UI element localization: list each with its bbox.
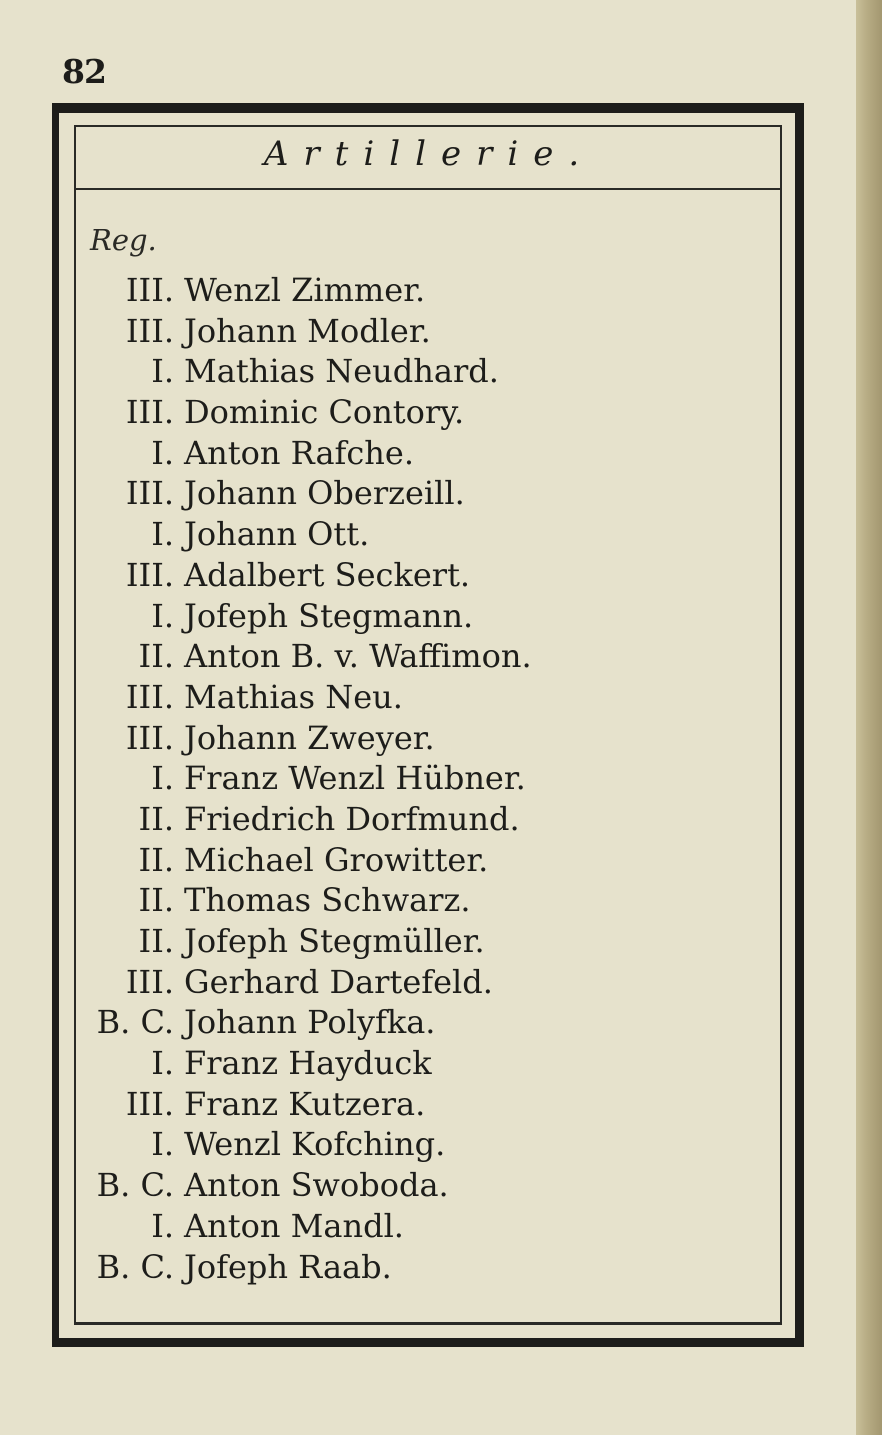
regiment-code: II. [138, 881, 174, 920]
roster-row [0, 921, 858, 962]
regiment-code: II. [138, 799, 174, 838]
person-name: Adalbert Seckert. [184, 555, 471, 594]
person-name: Mathias Neudhard. [184, 352, 499, 391]
person-name: Anton B. v. Waffimon. [184, 637, 532, 676]
person-name: Johann Zweyer. [184, 718, 435, 757]
regiment-code: III. [125, 718, 174, 757]
book-spine [856, 0, 882, 1435]
person-name: Jofeph Stegmann. [184, 596, 474, 635]
roster-row [0, 392, 858, 433]
person-name: Johann Polyfka. [184, 1003, 436, 1042]
regiment-code: I. [151, 759, 174, 798]
bottom-divider [74, 1322, 782, 1324]
person-name: Wenzl Kofching. [184, 1125, 446, 1164]
roster-row [0, 677, 858, 718]
roster-list [0, 270, 858, 1287]
regiment-code: III. [125, 677, 174, 716]
person-name: Jofeph Stegmüller. [184, 922, 485, 960]
roster-row [0, 596, 858, 637]
roster-row [0, 880, 858, 921]
roster-row [0, 636, 858, 677]
section-title: Artillerie. [263, 134, 595, 174]
person-name: Anton Rafche. [184, 433, 415, 472]
regiment-code: I. [151, 1125, 174, 1164]
roster-row [0, 1043, 858, 1084]
roster-row [0, 311, 858, 352]
roster-row [0, 473, 858, 514]
person-name: Michael Growitter. [184, 840, 489, 879]
roster-row [0, 555, 858, 596]
regiment-code: III. [125, 393, 174, 432]
roster-row [0, 1084, 858, 1125]
person-name: Franz Kutzera. [184, 1084, 426, 1123]
roster-row [0, 514, 858, 555]
person-name: Jofeph Raab. [184, 1247, 392, 1286]
roster-row [0, 433, 858, 474]
roster-row [0, 1002, 858, 1043]
regiment-code: III. [125, 474, 174, 513]
person-name: Franz Wenzl Hübner. [184, 759, 526, 798]
regiment-code: III. [125, 1084, 174, 1123]
person-name: Anton Swoboda. [184, 1166, 449, 1205]
regiment-code: I. [151, 1044, 174, 1083]
regiment-code: I. [151, 1206, 174, 1245]
regiment-code: B. C. [96, 1166, 174, 1205]
regiment-code: B. C. [96, 1247, 174, 1286]
regiment-code: I. [151, 352, 174, 391]
roster-row [0, 1247, 858, 1288]
roster-row [0, 840, 858, 881]
regiment-code: I. [151, 433, 174, 472]
regiment-code: I. [151, 596, 174, 635]
regiment-code: II. [138, 922, 174, 960]
person-name: Dominic Contory. [184, 393, 465, 432]
person-name: Johann Ott. [184, 515, 370, 554]
regiment-code: III. [125, 555, 174, 594]
roster-row [0, 1206, 858, 1247]
person-name: Friedrich Dorfmund. [184, 799, 520, 838]
roster-row [0, 962, 858, 1003]
regiment-code: II. [138, 637, 174, 676]
roster-row [0, 270, 858, 311]
roster-row [0, 1124, 858, 1165]
regiment-column-label: Reg. [90, 223, 157, 257]
roster-row [0, 799, 858, 840]
regiment-code: III. [125, 271, 174, 309]
person-name: Wenzl Zimmer. [184, 271, 426, 309]
regiment-code: III. [125, 311, 174, 350]
person-name: Johann Modler. [184, 311, 431, 350]
roster-row [0, 351, 858, 392]
regiment-code: III. [125, 962, 174, 1001]
person-name: Mathias Neu. [184, 677, 403, 716]
roster-row [0, 1165, 858, 1206]
person-name: Franz Hayduck [184, 1044, 432, 1083]
person-name: Thomas Schwarz. [184, 881, 471, 920]
roster-row [0, 718, 858, 759]
regiment-code: B. C. [96, 1003, 174, 1042]
person-name: Gerhard Dartefeld. [184, 962, 493, 1001]
regiment-code: II. [138, 840, 174, 879]
page-number: 82 [62, 52, 106, 91]
title-divider [74, 188, 782, 190]
roster-row [0, 758, 858, 799]
person-name: Anton Mandl. [184, 1206, 404, 1245]
person-name: Johann Oberzeill. [184, 474, 465, 513]
regiment-code: I. [151, 515, 174, 554]
